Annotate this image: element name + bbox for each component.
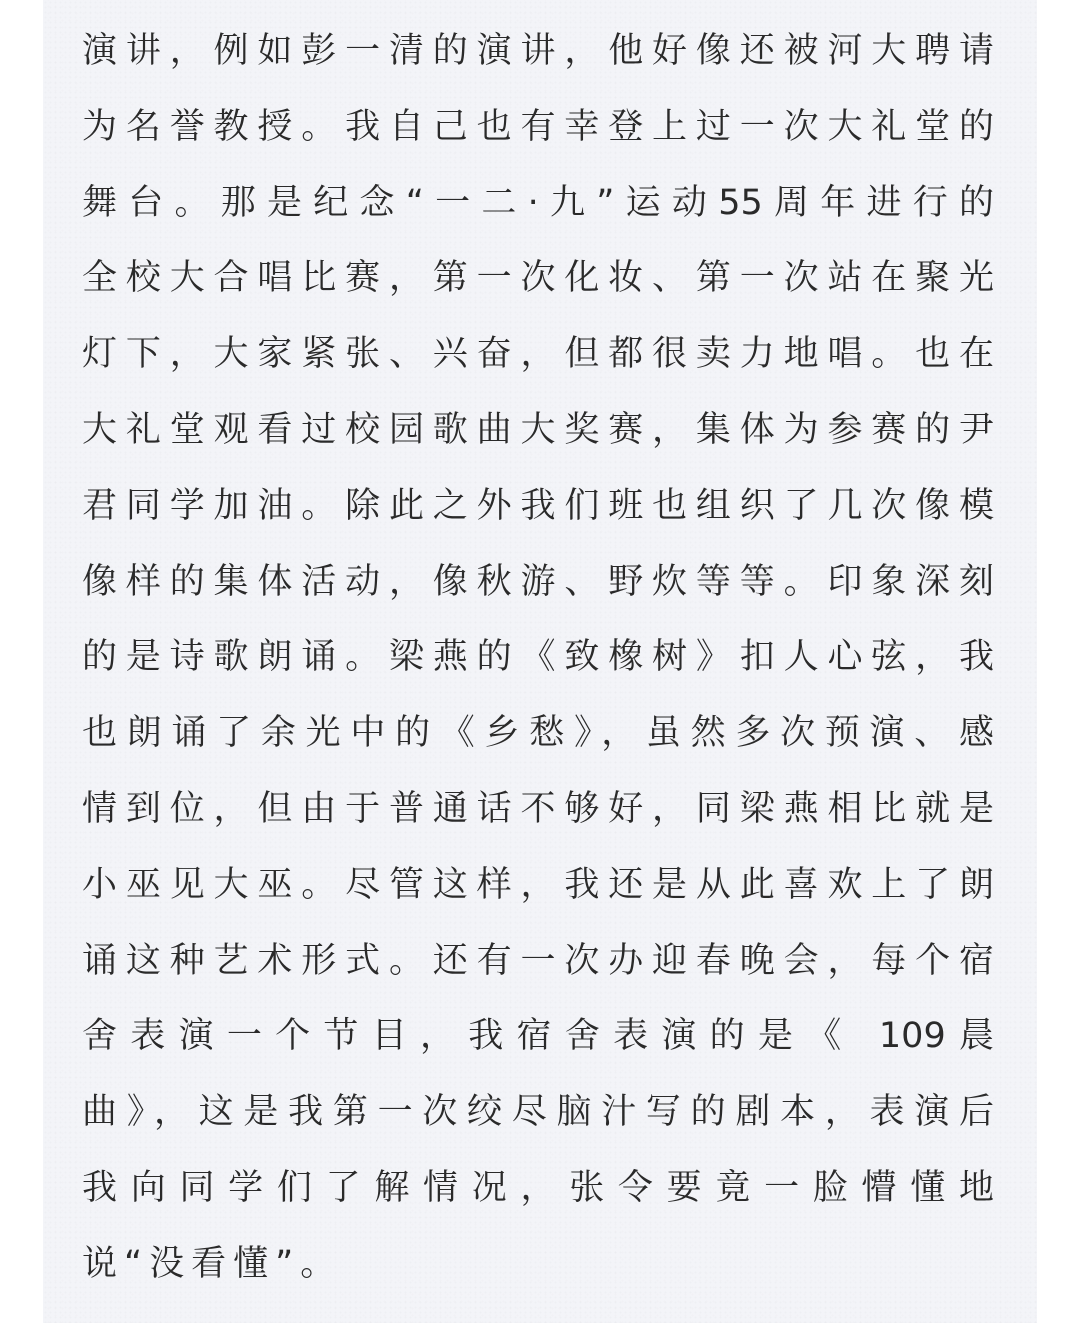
- text-line-9: 的是诗歌朗诵。梁燕的《致橡树》扣人心弦，我: [82, 637, 994, 678]
- article-body: [82, 14, 994, 1303]
- text-line-10: 也朗诵了余光中的《乡愁》，虽然多次预演、感: [82, 713, 994, 754]
- text-line-6: 大礼堂观看过校园歌曲大奖赛，集体为参赛的尹: [82, 409, 994, 450]
- text-line-4: 全校大合唱比赛，第一次化妆、第一次站在聚光: [82, 258, 994, 299]
- text-line-3: 舞台。那是纪念“一二·九”运动55周年进行的: [82, 182, 994, 223]
- text-line-15: 曲》，这是我第一次绞尽脑汁写的剧本，表演后: [82, 1092, 994, 1133]
- text-line-16: 我向同学们了解情况，张令要竟一脸懵懂地: [82, 1167, 994, 1208]
- text-line-11: 情到位，但由于普通话不够好，同梁燕相比就是: [82, 788, 994, 829]
- text-line-8: 像样的集体活动，像秋游、野炊等等。印象深刻: [82, 561, 994, 602]
- text-line-7: 君同学加油。除此之外我们班也组织了几次像模: [82, 485, 994, 526]
- text-line-2: 为名誉教授。我自己也有幸登上过一次大礼堂的: [82, 106, 994, 147]
- text-line-12: 小巫见大巫。尽管这样，我还是从此喜欢上了朗: [82, 864, 994, 905]
- text-line-5: 灯下，大家紧张、兴奋，但都很卖力地唱。也在: [82, 334, 994, 375]
- text-line-14: 舍表演一个节目，我宿舍表演的是《 109晨: [82, 1016, 994, 1057]
- text-line-13: 诵这种艺术形式。还有一次办迎春晚会，每个宿: [82, 940, 994, 981]
- text-line-17: 说“没看懂”。: [82, 1243, 343, 1284]
- text-line-1: 演讲，例如彭一清的演讲，他好像还被河大聘请: [82, 31, 994, 71]
